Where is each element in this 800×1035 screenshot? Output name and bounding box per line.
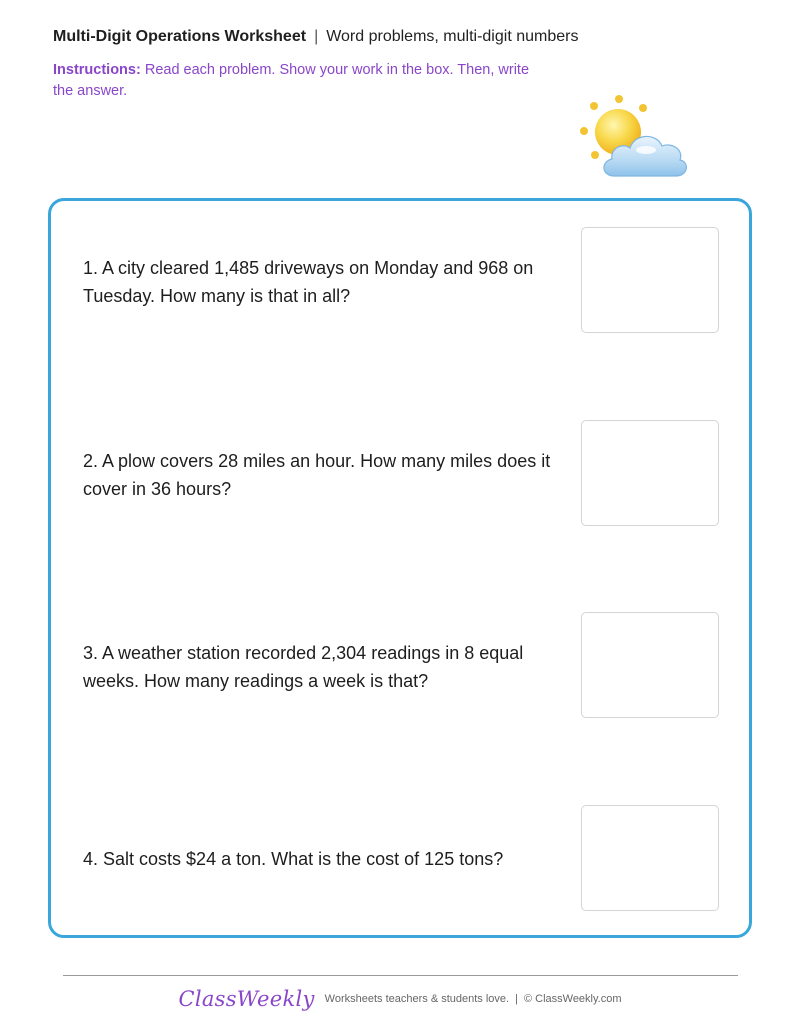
worksheet-title: Multi-Digit Operations Worksheet	[53, 28, 307, 45]
instructions-label: Instructions:	[53, 62, 141, 78]
footer-copyright: © ClassWeekly.com	[523, 993, 622, 1005]
footer-divider	[63, 975, 738, 976]
problems-card	[48, 198, 752, 938]
footer	[0, 987, 800, 1011]
answer-box-4[interactable]	[581, 805, 719, 911]
problem-2: 2. A plow covers 28 miles an hour. How many miles does it cover in 36 hours?	[83, 451, 551, 499]
worksheet-header	[53, 28, 578, 46]
answer-box-2[interactable]	[581, 420, 719, 526]
instructions-text: Read each problem. Show your work in the box. Then, write the answer.	[53, 62, 530, 99]
instructions	[53, 60, 543, 102]
problem-1: 1. A city cleared 1,485 driveways on Monday and 968 on Tuesday. How many is that in all?	[83, 258, 534, 306]
problem-4: 4. Salt costs $24 a ton. What is the cost of 125 tons?	[83, 849, 504, 869]
answer-box-1[interactable]	[581, 227, 719, 333]
footer-tagline: Worksheets teachers & students love.	[324, 993, 510, 1005]
worksheet-subtitle: Word problems, multi-digit numbers	[326, 28, 579, 45]
header-separator: |	[314, 28, 319, 45]
answer-box-3[interactable]	[581, 612, 719, 718]
problem-3: 3. A weather station recorded 2,304 readings in 8 equal weeks. How many readings a week is that?	[83, 643, 524, 691]
sun-behind-cloud-icon	[576, 92, 694, 184]
brand-logo: ClassWeekly	[178, 987, 315, 1011]
footer-separator: |	[515, 993, 518, 1005]
